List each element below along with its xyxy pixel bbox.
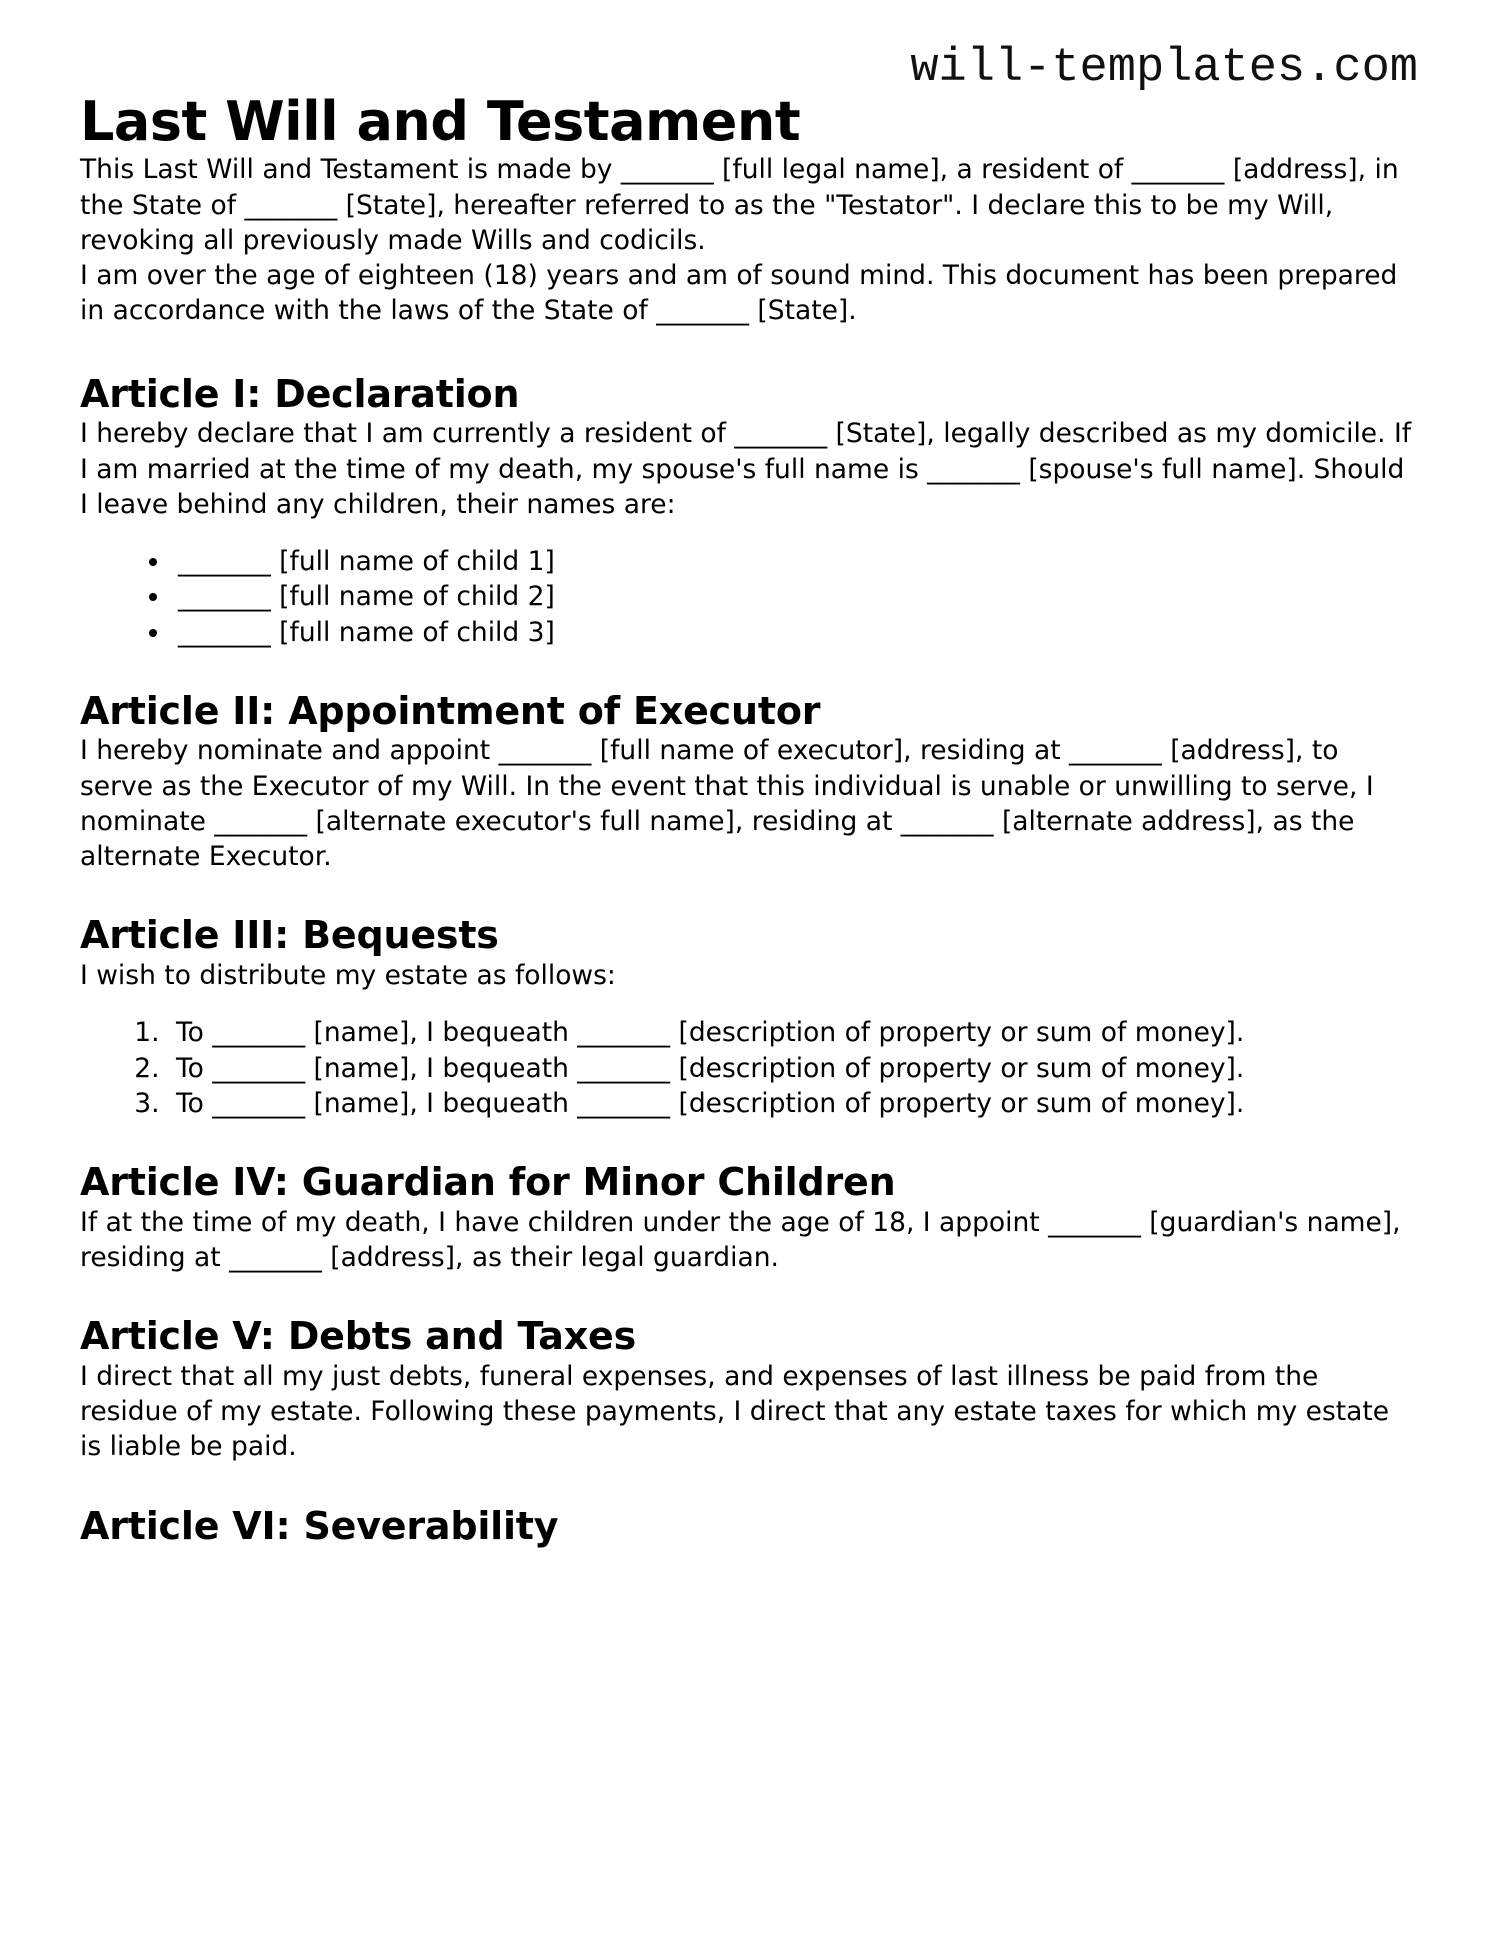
article-heading-4: Article IV: Guardian for Minor Children xyxy=(80,1159,896,1204)
list-item: 1. To _______ [name], I bequeath _______ [description of property or sum of money]. xyxy=(168,1015,1418,1050)
article-heading-3: Article III: Bequests xyxy=(80,913,499,958)
list-item: 3. To _______ [name], I bequeath _______ [description of property or sum of money]. xyxy=(168,1086,1418,1121)
list-item: • _______ [full name of child 1] xyxy=(172,544,1418,579)
article-heading-1: Article I: Declaration xyxy=(80,371,520,416)
site-brand-watermark: will-templates.com xyxy=(910,42,1418,95)
intro-paragraph-2: I am over the age of eighteen (18) years and am of sound mind. This document has been prepared in accordance with the laws of the State of _______ [State]. xyxy=(80,260,1398,327)
list-item: • _______ [full name of child 2] xyxy=(172,579,1418,614)
article-heading-5: Article V: Debts and Taxes xyxy=(80,1314,637,1359)
article-heading-2: Article II: Appointment of Executor xyxy=(80,688,821,733)
list-item: 2. To _______ [name], I bequeath _______ [description of property or sum of money]. xyxy=(168,1051,1418,1086)
children-name-list xyxy=(80,544,1418,650)
page-title: Last Will and Testament xyxy=(80,90,801,153)
article-1-paragraph-1: I hereby declare that I am currently a resident of _______ [State], legally described as my domicile. If I am married at the time of my death, my spouse's full name is _______ [spouse's full name]. Should I leave behind any children, their names are: xyxy=(80,418,1412,520)
article-5-paragraph-1: I direct that all my just debts, funeral expenses, and expenses of last illness be paid from the residue of my estate. Following these payments, I direct that any estate taxes for which my estate is liable be paid. xyxy=(80,1360,1390,1463)
site-brand-bar xyxy=(80,0,1418,95)
list-item: • _______ [full name of child 3] xyxy=(172,615,1418,650)
article-heading-6: Article VI: Severability xyxy=(80,1503,559,1548)
intro-paragraph-1: This Last Will and Testament is made by _______ [full legal name], a resident of _______ [address], in the State of _______ [State], hereafter referred to as the "Testator". I declare this to be my Will, revoking all previously made Wills and codicils. xyxy=(80,154,1399,256)
bequests-list xyxy=(80,1015,1418,1121)
article-3-paragraph-1: I wish to distribute my estate as follows: xyxy=(80,960,616,992)
article-2-paragraph-1: I hereby nominate and appoint _______ [full name of executor], residing at _______ [address], to serve as the Executor of my Will. In the event that this individual is unable or unwilling to serve, I nominate _______ [alternate executor's full name], residing at _______ [alternate address], as the alternate Executor. xyxy=(80,735,1374,873)
article-4-paragraph-1: If at the time of my death, I have children under the age of 18, I appoint _______ [guardian's name], residing at _______ [address], as their legal guardian. xyxy=(80,1206,1401,1273)
